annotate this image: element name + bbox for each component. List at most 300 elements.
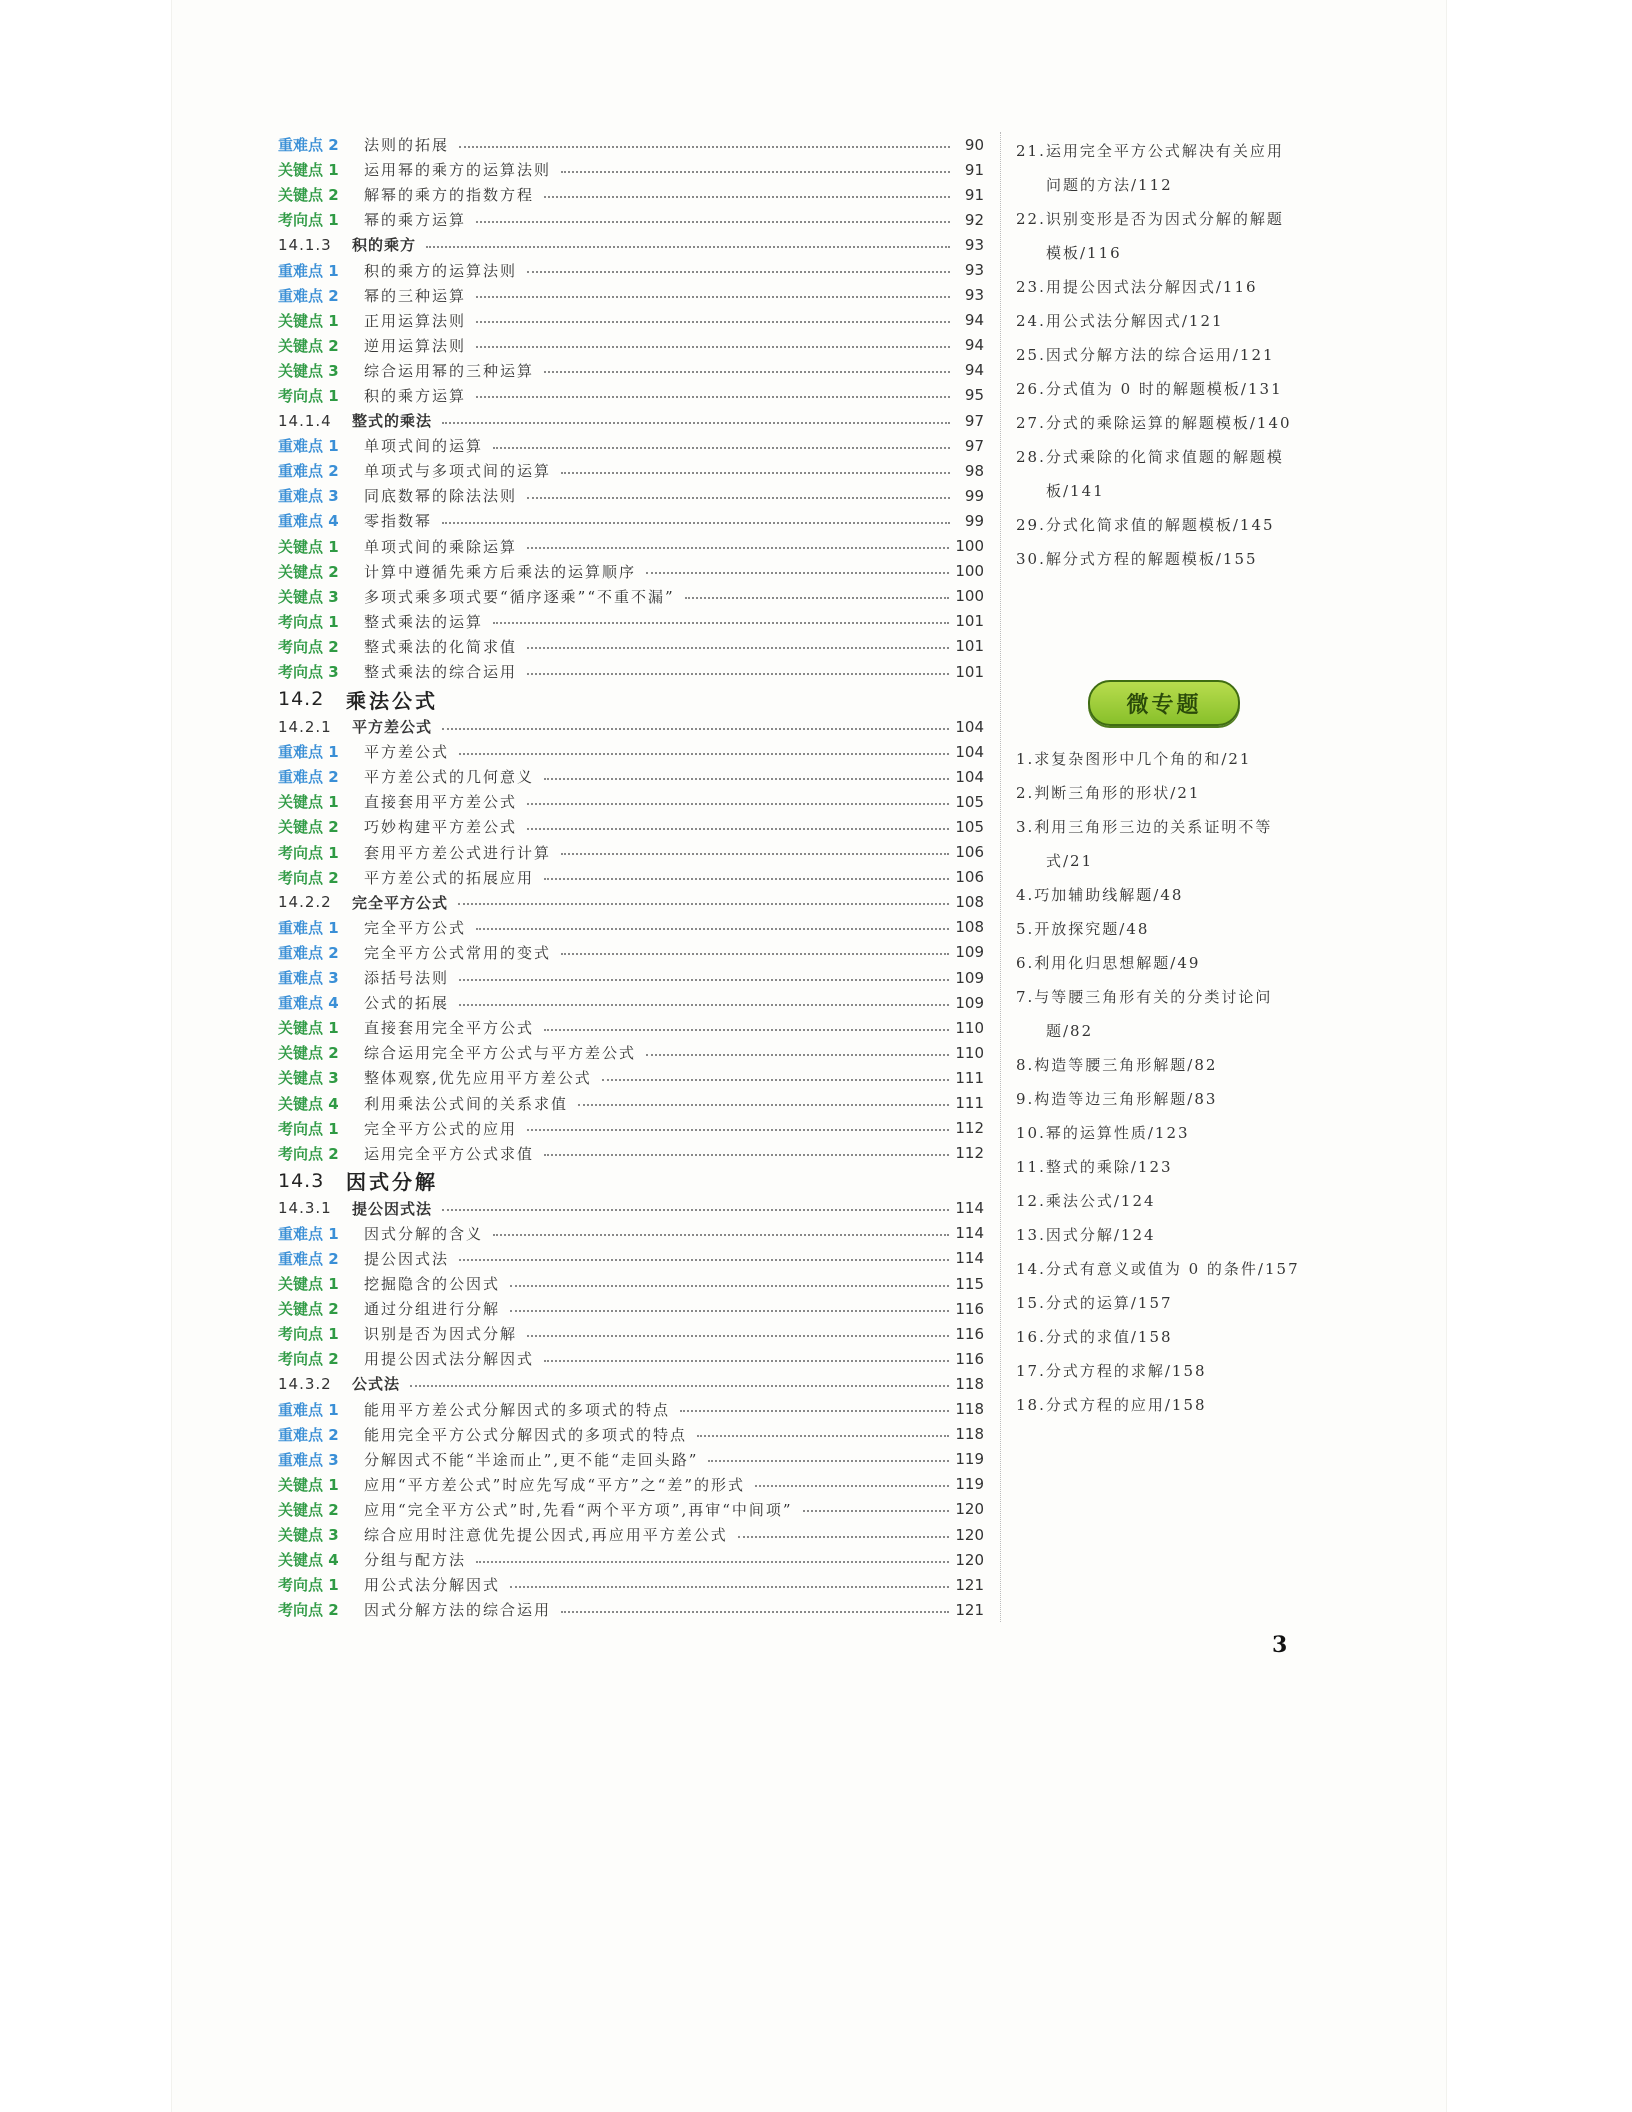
- entry-tag: 关键点 1: [278, 537, 339, 556]
- toc-entry[interactable]: [278, 1497, 984, 1522]
- toc-entry[interactable]: [278, 1246, 984, 1271]
- leader-dots: [442, 728, 949, 730]
- entry-tag: 关键点 2: [278, 818, 339, 837]
- page-ref: 99: [964, 511, 984, 530]
- toc-entry[interactable]: [278, 789, 984, 814]
- page-ref: 106: [955, 868, 984, 887]
- entry-tag: 关键点 2: [278, 1500, 339, 1519]
- entry-tag: 重难点 2: [278, 768, 339, 787]
- entry-tag: 关键点 2: [278, 562, 339, 581]
- toc-entry[interactable]: [278, 1040, 984, 1065]
- entry-tag: 关键点 2: [278, 336, 339, 355]
- entry-tag: 重难点 1: [278, 1400, 339, 1419]
- toc-entry[interactable]: [278, 132, 984, 157]
- entry-title: 综合运用完全平方公式与平方差公式: [364, 1044, 637, 1063]
- page-ref: 119: [955, 1475, 984, 1494]
- entry-title: 通过分组进行分解: [364, 1300, 501, 1319]
- leader-dots: [476, 346, 950, 348]
- leader-dots: [646, 1054, 949, 1056]
- toc-entry[interactable]: [278, 1116, 984, 1141]
- toc-entry[interactable]: [278, 207, 984, 232]
- toc-entry[interactable]: [278, 283, 984, 308]
- topic-text-continued: 题/82: [1046, 1022, 1094, 1040]
- leader-dots: [527, 1335, 949, 1337]
- toc-entry[interactable]: [278, 634, 984, 659]
- toc-entry[interactable]: [278, 990, 984, 1015]
- page-ref: 110: [955, 1043, 984, 1062]
- page-ref: 100: [955, 537, 984, 556]
- topic-text: 23.用提公因式法分解因式/116: [1016, 278, 1258, 296]
- page-ref: 116: [955, 1324, 984, 1343]
- page-ref: 120: [955, 1525, 984, 1544]
- entry-title: 能用完全平方公式分解因式的多项式的特点: [364, 1425, 688, 1444]
- entry-title: 用提公因式法分解因式: [364, 1350, 535, 1369]
- leader-dots: [708, 1460, 949, 1462]
- page-ref: 90: [964, 135, 984, 154]
- leader-dots: [442, 422, 950, 424]
- page-ref: 115: [955, 1274, 984, 1293]
- page-ref: 93: [964, 235, 984, 254]
- leader-dots: [544, 1360, 949, 1362]
- entry-tag: 关键点 3: [278, 1069, 339, 1088]
- topic-item[interactable]: [1016, 810, 1316, 878]
- topic-text: 26.分式值为 0 时的解题模板/131: [1016, 380, 1283, 398]
- toc-entry[interactable]: [278, 1321, 984, 1346]
- toc-right-column-top: [1016, 134, 1316, 576]
- leader-dots: [544, 778, 949, 780]
- topic-item[interactable]: [1016, 1116, 1316, 1150]
- leader-dots: [544, 1029, 949, 1031]
- leader-dots: [738, 1536, 950, 1538]
- topic-item[interactable]: [1016, 776, 1316, 810]
- leader-dots: [527, 1129, 949, 1131]
- entry-title: 平方差公式的拓展应用: [364, 868, 535, 887]
- toc-entry[interactable]: [278, 458, 984, 483]
- entry-title: 添括号法则: [364, 969, 450, 988]
- topic-text: 21.运用完全平方公式解决有关应用: [1016, 142, 1284, 160]
- topic-text: 9.构造等边三角形解题/83: [1016, 1090, 1218, 1108]
- entry-tag: 考向点 2: [278, 1350, 339, 1369]
- subsection-entry[interactable]: [278, 890, 984, 915]
- entry-title: 单项式间的乘除运算: [364, 537, 518, 556]
- topic-text: 10.幂的运算性质/123: [1016, 1124, 1190, 1142]
- page-ref: 93: [964, 261, 984, 280]
- entry-tag: 考向点 2: [278, 868, 339, 887]
- page-ref: 92: [964, 210, 984, 229]
- entry-tag: 考向点 1: [278, 1576, 339, 1595]
- subsection-entry[interactable]: [278, 1371, 984, 1396]
- topic-text: 22.识别变形是否为因式分解的解题: [1016, 210, 1284, 228]
- entry-title: 直接套用完全平方公式: [364, 1019, 535, 1038]
- page-ref: 120: [955, 1550, 984, 1569]
- page-ref: 101: [955, 637, 984, 656]
- page-ref: 120: [955, 1500, 984, 1519]
- page-ref: 104: [955, 767, 984, 786]
- topic-text: 3.利用三角形三边的关系证明不等: [1016, 818, 1273, 836]
- subsection-entry[interactable]: [278, 408, 984, 433]
- leader-dots: [527, 828, 949, 830]
- entry-tag: 重难点 1: [278, 918, 339, 937]
- entry-tag: 关键点 1: [278, 311, 339, 330]
- toc-entry[interactable]: [278, 308, 984, 333]
- leader-dots: [561, 171, 950, 173]
- entry-tag: 考向点 1: [278, 211, 339, 230]
- page-ref: 116: [955, 1299, 984, 1318]
- entry-title: 同底数幂的除法法则: [364, 487, 518, 506]
- subsection-title: 提公因式法: [352, 1199, 433, 1218]
- entry-tag: 重难点 2: [278, 286, 339, 305]
- toc-entry[interactable]: [278, 1296, 984, 1321]
- leader-dots: [410, 1385, 949, 1387]
- page-ref: 109: [955, 943, 984, 962]
- subsection-title: 完全平方公式: [352, 893, 449, 912]
- toc-entry[interactable]: [278, 1522, 984, 1547]
- section-heading: [278, 684, 984, 714]
- page-number: 3: [1272, 1632, 1288, 1658]
- page-ref: 91: [964, 160, 984, 179]
- leader-dots: [426, 246, 950, 248]
- toc-right-column-bottom: [1016, 742, 1316, 1422]
- page-ref: 118: [955, 1425, 984, 1444]
- entry-title: 因式分解的含义: [364, 1224, 484, 1243]
- page-ref: 105: [955, 792, 984, 811]
- topic-item[interactable]: [1016, 1388, 1316, 1422]
- entry-tag: 考向点 1: [278, 612, 339, 631]
- toc-entry[interactable]: [278, 865, 984, 890]
- leader-dots: [459, 979, 949, 981]
- subsection-title: 整式的乘法: [352, 412, 433, 431]
- page-ref: 94: [964, 336, 984, 355]
- leader-dots: [527, 803, 949, 805]
- column-divider: [1000, 132, 1001, 1622]
- entry-title: 积的乘方运算: [364, 386, 467, 405]
- page-ref: 98: [964, 461, 984, 480]
- leader-dots: [544, 878, 949, 880]
- topic-item[interactable]: [1016, 440, 1316, 508]
- page-ref: 97: [964, 436, 984, 455]
- topic-item[interactable]: [1016, 508, 1316, 542]
- toc-entry[interactable]: [278, 383, 984, 408]
- page-ref: 121: [955, 1600, 984, 1619]
- entry-tag: 重难点 1: [278, 1224, 339, 1243]
- topic-item[interactable]: [1016, 1048, 1316, 1082]
- entry-title: 逆用运算法则: [364, 336, 467, 355]
- entry-tag: 考向点 1: [278, 1119, 339, 1138]
- toc-entry[interactable]: [278, 1271, 984, 1296]
- leader-dots: [561, 472, 950, 474]
- entry-title: 多项式乘多项式要“循序逐乘”“不重不漏”: [364, 587, 675, 606]
- subsection-number: 14.1.4: [278, 411, 332, 430]
- entry-tag: 重难点 2: [278, 136, 339, 155]
- leader-dots: [493, 622, 949, 624]
- subsection-title: 公式法: [352, 1375, 401, 1394]
- toc-entry[interactable]: [278, 584, 984, 609]
- topic-item[interactable]: [1016, 1252, 1316, 1286]
- entry-title: 正用运算法则: [364, 311, 467, 330]
- topic-item[interactable]: [1016, 1218, 1316, 1252]
- leader-dots: [510, 1310, 949, 1312]
- leader-dots: [510, 1586, 949, 1588]
- leader-dots: [476, 396, 950, 398]
- toc-entry[interactable]: [278, 609, 984, 634]
- entry-tag: 重难点 4: [278, 512, 339, 531]
- page-ref: 104: [955, 742, 984, 761]
- leader-dots: [527, 647, 949, 649]
- entry-title: 利用乘法公式间的关系求值: [364, 1094, 569, 1113]
- entry-title: 综合应用时注意优先提公因式,再应用平方差公式: [364, 1526, 728, 1545]
- entry-title: 完全平方公式常用的变式: [364, 943, 552, 962]
- toc-entry[interactable]: [278, 1346, 984, 1371]
- leader-dots: [442, 1209, 949, 1211]
- entry-title: 应用“完全平方公式”时,先看“两个平方项”,再审“中间项”: [364, 1500, 793, 1519]
- leader-dots: [493, 447, 950, 449]
- topic-item[interactable]: [1016, 878, 1316, 912]
- topic-text: 1.求复杂图形中几个角的和/21: [1016, 750, 1252, 768]
- subsection-number: 14.3.2: [278, 1374, 332, 1393]
- entry-tag: 重难点 2: [278, 462, 339, 481]
- leader-dots: [578, 1104, 949, 1106]
- page-ref: 97: [964, 411, 984, 430]
- entry-tag: 关键点 3: [278, 361, 339, 380]
- topic-text: 29.分式化简求值的解题模板/145: [1016, 516, 1275, 534]
- leader-dots: [544, 371, 950, 373]
- page-ref: 94: [964, 311, 984, 330]
- topic-item[interactable]: [1016, 202, 1316, 270]
- entry-title: 整式乘法的综合运用: [364, 663, 518, 682]
- leader-dots: [476, 1561, 949, 1563]
- entry-title: 用公式法分解因式: [364, 1576, 501, 1595]
- leader-dots: [510, 1285, 949, 1287]
- toc-entry[interactable]: [278, 659, 984, 684]
- page-ref: 114: [955, 1199, 984, 1218]
- toc-entry[interactable]: [278, 1065, 984, 1090]
- topic-item[interactable]: [1016, 406, 1316, 440]
- subsection-entry[interactable]: [278, 714, 984, 739]
- leader-dots: [527, 673, 949, 675]
- entry-title: 零指数幂: [364, 512, 433, 531]
- toc-entry[interactable]: [278, 534, 984, 559]
- entry-title: 积的乘方的运算法则: [364, 261, 518, 280]
- page-ref: 109: [955, 993, 984, 1012]
- page-ref: 104: [955, 717, 984, 736]
- topic-text: 30.解分式方程的解题模板/155: [1016, 550, 1258, 568]
- section-title: 乘法公式: [346, 688, 438, 713]
- topic-text: 24.用公式法分解因式/121: [1016, 312, 1224, 330]
- topic-item[interactable]: [1016, 1082, 1316, 1116]
- leader-dots: [493, 1234, 949, 1236]
- special-topics-badge: [1088, 680, 1240, 726]
- toc-entry[interactable]: [278, 483, 984, 508]
- entry-tag: 关键点 2: [278, 186, 339, 205]
- entry-tag: 重难点 2: [278, 1249, 339, 1268]
- topic-text: 15.分式的运算/157: [1016, 1294, 1173, 1312]
- leader-dots: [646, 572, 949, 574]
- entry-tag: 考向点 1: [278, 386, 339, 405]
- toc-entry[interactable]: [278, 1547, 984, 1572]
- page-ref: 109: [955, 968, 984, 987]
- leader-dots: [459, 753, 949, 755]
- topic-item[interactable]: [1016, 946, 1316, 980]
- subsection-number: 14.2.1: [278, 717, 332, 736]
- toc-entry[interactable]: [278, 508, 984, 533]
- toc-entry[interactable]: [278, 940, 984, 965]
- topic-item[interactable]: [1016, 338, 1316, 372]
- entry-tag: 关键点 2: [278, 1044, 339, 1063]
- entry-title: 公式的拓展: [364, 994, 450, 1013]
- entry-tag: 重难点 4: [278, 994, 339, 1013]
- entry-title: 分解因式不能“半途而止”,更不能“走回头路”: [364, 1450, 699, 1469]
- entry-tag: 关键点 4: [278, 1094, 339, 1113]
- section-title: 因式分解: [346, 1170, 438, 1195]
- topic-item[interactable]: [1016, 1150, 1316, 1184]
- entry-tag: 关键点 4: [278, 1551, 339, 1570]
- entry-title: 运用完全平方公式求值: [364, 1144, 535, 1163]
- page-ref: 106: [955, 843, 984, 862]
- leader-dots: [697, 1435, 949, 1437]
- toc-entry[interactable]: [278, 157, 984, 182]
- page-ref: 114: [955, 1224, 984, 1243]
- toc-entry[interactable]: [278, 257, 984, 282]
- leader-dots: [459, 146, 950, 148]
- topic-item[interactable]: [1016, 1286, 1316, 1320]
- toc-entry[interactable]: [278, 1572, 984, 1597]
- page-ref: 100: [955, 587, 984, 606]
- toc-entry[interactable]: [278, 739, 984, 764]
- entry-tag: 考向点 1: [278, 843, 339, 862]
- leader-dots: [459, 1259, 949, 1261]
- entry-tag: 重难点 2: [278, 1425, 339, 1444]
- entry-tag: 重难点 2: [278, 943, 339, 962]
- leader-dots: [803, 1510, 950, 1512]
- leader-dots: [544, 196, 950, 198]
- entry-title: 整式乘法的化简求值: [364, 637, 518, 656]
- topic-item[interactable]: [1016, 1320, 1316, 1354]
- entry-tag: 考向点 3: [278, 663, 339, 682]
- entry-tag: 重难点 3: [278, 969, 339, 988]
- subsection-number: 14.1.3: [278, 235, 332, 254]
- entry-title: 解幂的乘方的指数方程: [364, 186, 535, 205]
- leader-dots: [561, 953, 949, 955]
- toc-entry[interactable]: [278, 1597, 984, 1622]
- entry-title: 整体观察,优先应用平方差公式: [364, 1069, 592, 1088]
- entry-title: 整式乘法的运算: [364, 612, 484, 631]
- entry-tag: 关键点 1: [278, 1019, 339, 1038]
- topic-item[interactable]: [1016, 912, 1316, 946]
- leader-dots: [685, 597, 950, 599]
- entry-title: 直接套用平方差公式: [364, 793, 518, 812]
- toc-entry[interactable]: [278, 814, 984, 839]
- leader-dots: [527, 271, 950, 273]
- entry-title: 幂的三种运算: [364, 286, 467, 305]
- entry-title: 能用平方差公式分解因式的多项式的特点: [364, 1400, 671, 1419]
- entry-tag: 关键点 3: [278, 1526, 339, 1545]
- entry-title: 综合运用幂的三种运算: [364, 361, 535, 380]
- toc-entry[interactable]: [278, 840, 984, 865]
- toc-entry[interactable]: [278, 1221, 984, 1246]
- topic-item[interactable]: [1016, 270, 1316, 304]
- subsection-entry[interactable]: [278, 1196, 984, 1221]
- topic-item[interactable]: [1016, 304, 1316, 338]
- topic-item[interactable]: [1016, 1184, 1316, 1218]
- topic-text-continued: 板/141: [1046, 482, 1105, 500]
- entry-title: 应用“平方差公式”时应先写成“平方”之“差”的形式: [364, 1475, 746, 1494]
- page-ref: 111: [955, 1094, 984, 1113]
- entry-tag: 关键点 3: [278, 587, 339, 606]
- entry-title: 分组与配方法: [364, 1551, 467, 1570]
- leader-dots: [458, 903, 949, 905]
- entry-tag: 关键点 1: [278, 793, 339, 812]
- topic-item[interactable]: [1016, 742, 1316, 776]
- toc-entry[interactable]: [278, 333, 984, 358]
- leader-dots: [561, 853, 949, 855]
- page-ref: 108: [955, 918, 984, 937]
- toc-entry[interactable]: [278, 1472, 984, 1497]
- entry-tag: 重难点 3: [278, 487, 339, 506]
- toc-entry[interactable]: [278, 1422, 984, 1447]
- entry-title: 单项式与多项式间的运算: [364, 462, 552, 481]
- page-ref: 112: [955, 1144, 984, 1163]
- topic-item[interactable]: [1016, 542, 1316, 576]
- toc-entry[interactable]: [278, 1141, 984, 1166]
- topic-text: 27.分式的乘除运算的解题模板/140: [1016, 414, 1292, 432]
- topic-text: 17.分式方程的求解/158: [1016, 1362, 1207, 1380]
- topic-item[interactable]: [1016, 980, 1316, 1048]
- page-ref: 121: [955, 1575, 984, 1594]
- toc-entry[interactable]: [278, 1447, 984, 1472]
- page-ref: 112: [955, 1119, 984, 1138]
- leader-dots: [459, 1004, 949, 1006]
- topic-item[interactable]: [1016, 134, 1316, 202]
- page-ref: 94: [964, 361, 984, 380]
- toc-entry[interactable]: [278, 764, 984, 789]
- page-ref: 95: [964, 386, 984, 405]
- toc-entry[interactable]: [278, 1090, 984, 1115]
- entry-title: 巧妙构建平方差公式: [364, 818, 518, 837]
- toc-entry[interactable]: [278, 559, 984, 584]
- entry-title: 因式分解方法的综合运用: [364, 1601, 552, 1620]
- toc-left-column: [278, 132, 984, 1622]
- subsection-number: 14.3.1: [278, 1199, 332, 1218]
- topic-item[interactable]: [1016, 1354, 1316, 1388]
- leader-dots: [476, 221, 950, 223]
- toc-entry[interactable]: [278, 965, 984, 990]
- leader-dots: [680, 1410, 949, 1412]
- topic-text: 13.因式分解/124: [1016, 1226, 1156, 1244]
- topic-text-continued: 式/21: [1046, 852, 1094, 870]
- leader-dots: [476, 928, 949, 930]
- toc-entry[interactable]: [278, 1015, 984, 1040]
- page-ref: 101: [955, 662, 984, 681]
- topic-text: 8.构造等腰三角形解题/82: [1016, 1056, 1218, 1074]
- entry-tag: 关键点 2: [278, 1300, 339, 1319]
- page-ref: 119: [955, 1450, 984, 1469]
- section-heading: [278, 1166, 984, 1196]
- toc-entry[interactable]: [278, 1397, 984, 1422]
- entry-tag: 关键点 1: [278, 161, 339, 180]
- entry-title: 平方差公式的几何意义: [364, 768, 535, 787]
- leader-dots: [476, 321, 950, 323]
- topic-item[interactable]: [1016, 372, 1316, 406]
- entry-title: 计算中遵循先乘方后乘法的运算顺序: [364, 562, 637, 581]
- page-ref: 111: [955, 1068, 984, 1087]
- toc-entry[interactable]: [278, 433, 984, 458]
- section-number: 14.2: [278, 688, 325, 711]
- toc-entry[interactable]: [278, 182, 984, 207]
- toc-entry[interactable]: [278, 358, 984, 383]
- subsection-entry[interactable]: [278, 232, 984, 257]
- toc-entry[interactable]: [278, 915, 984, 940]
- entry-tag: 考向点 1: [278, 1325, 339, 1344]
